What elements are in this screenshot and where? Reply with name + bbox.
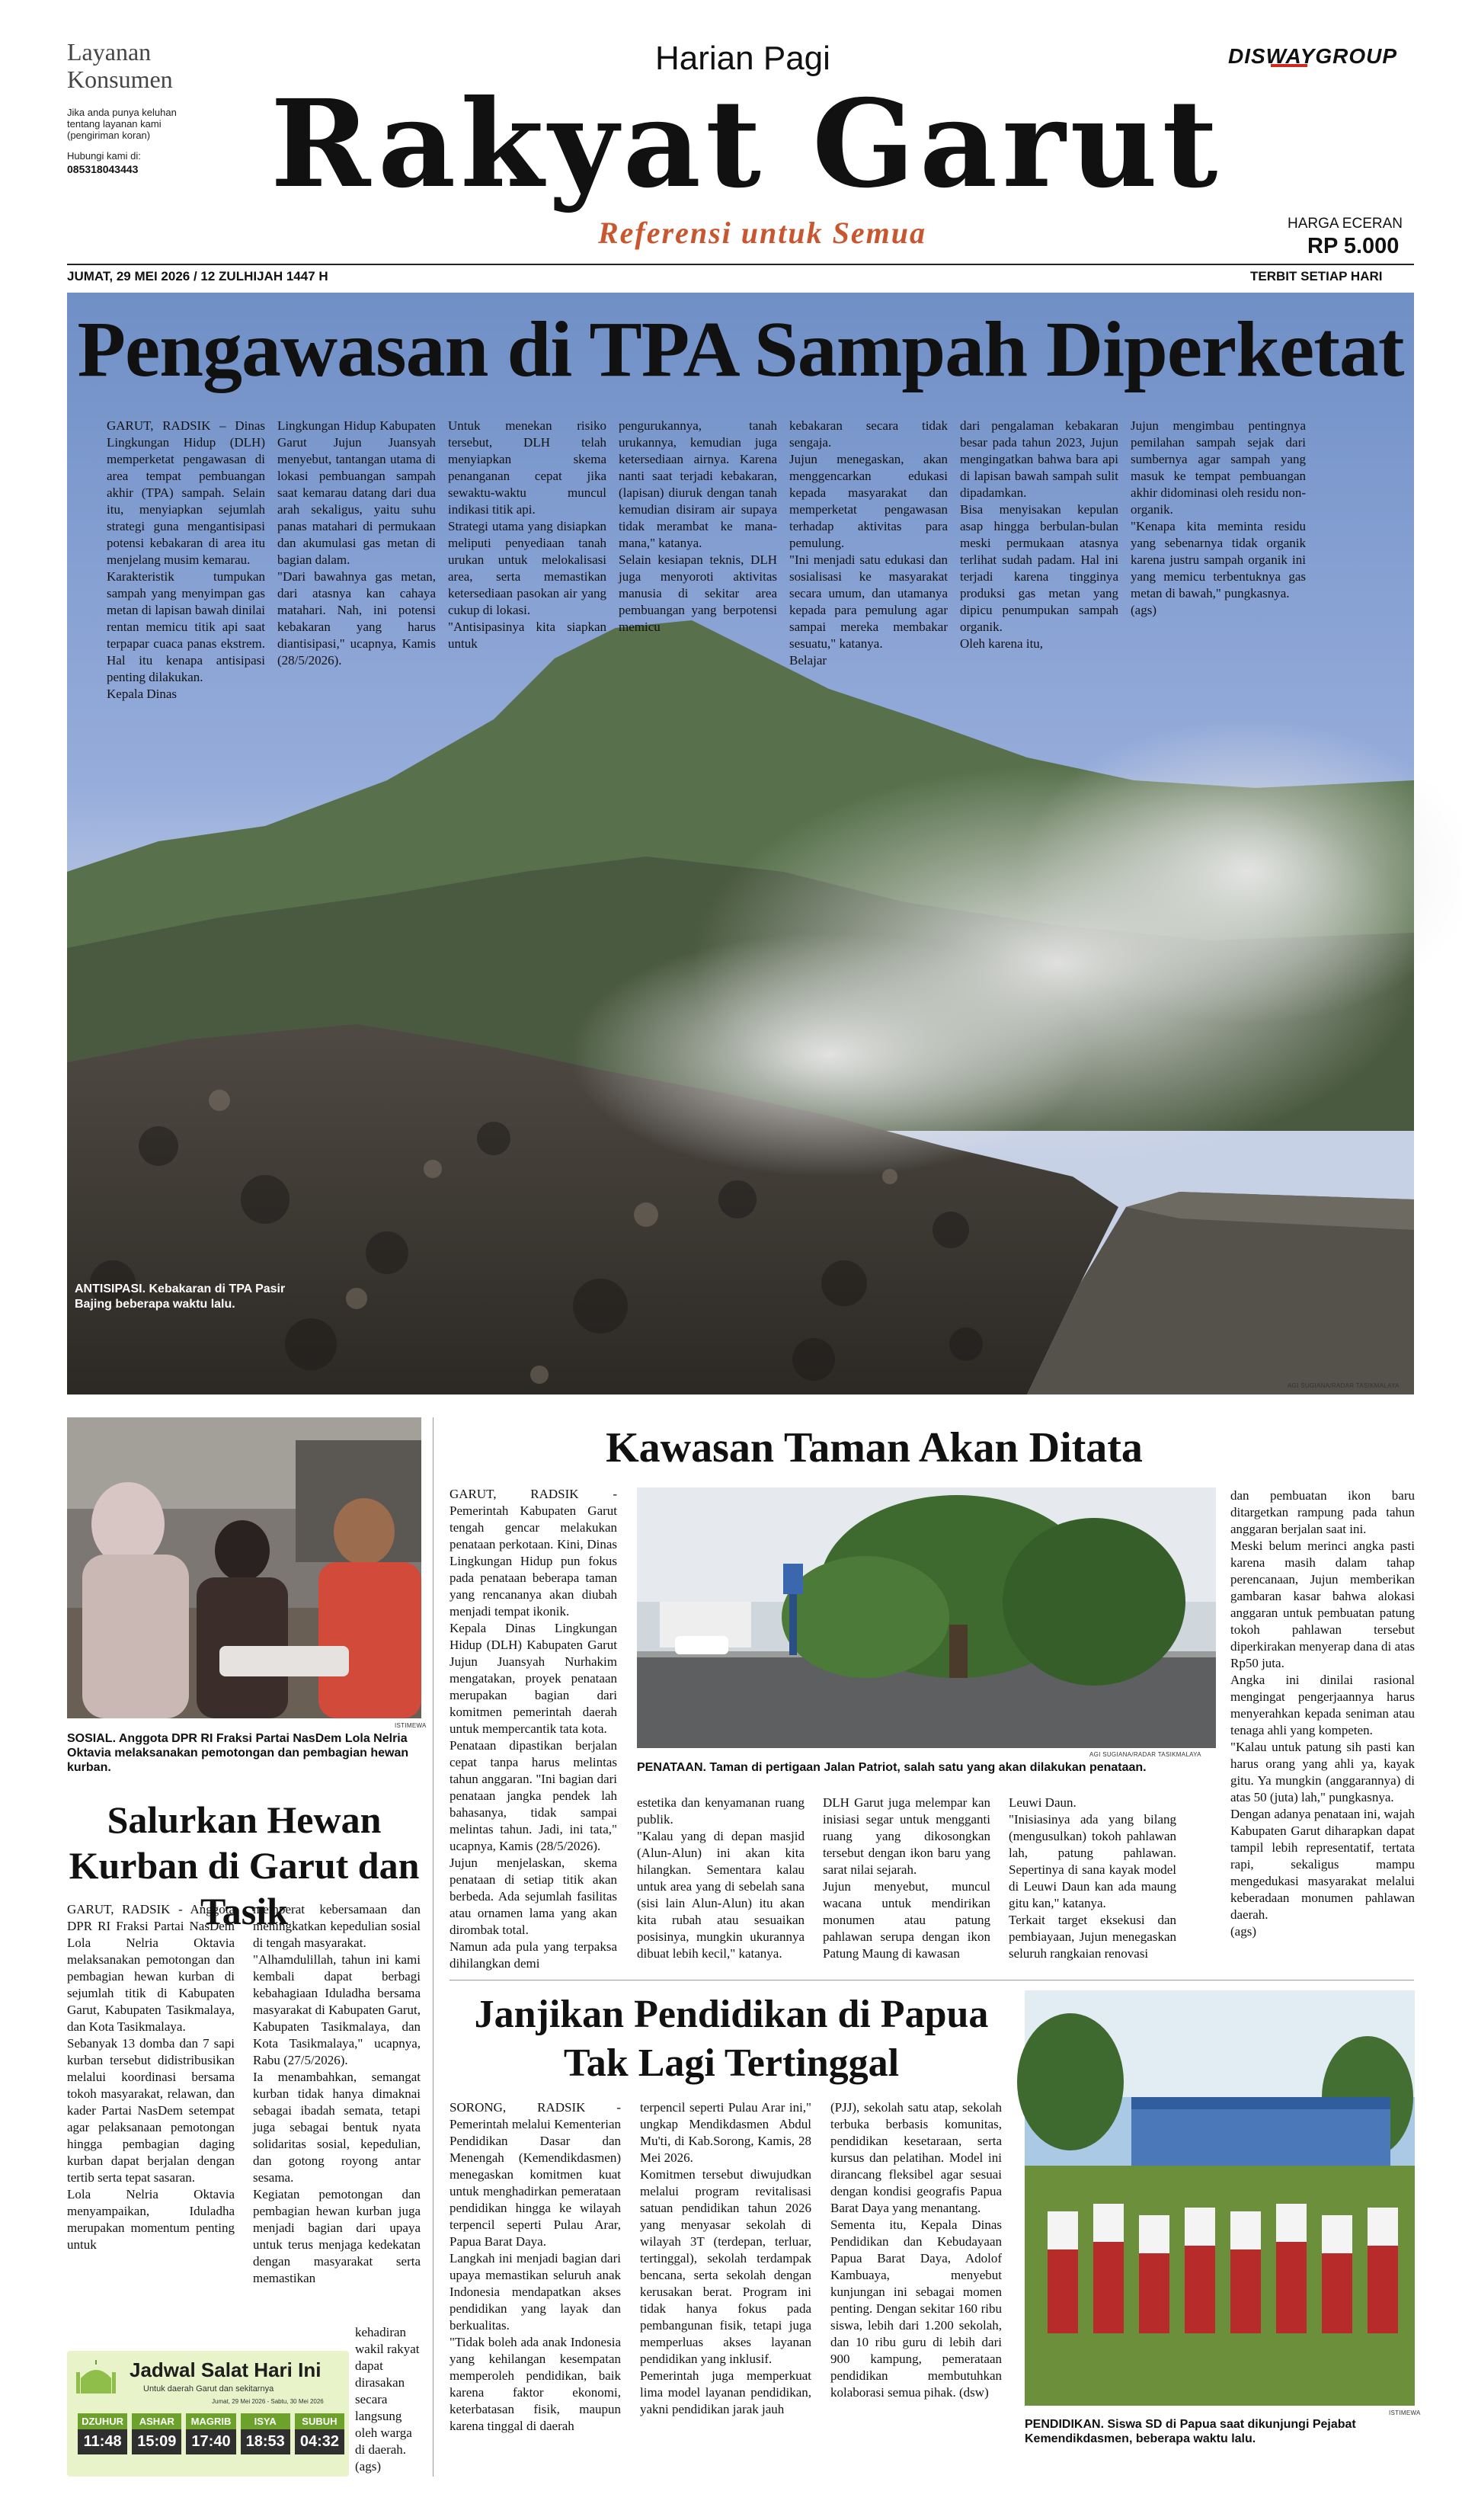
lead-col-4: pengurukannya, tanah urukannya, kemudian juga ketersediaan airnya. Karena nanti saat terjadi kebakaran, (lapisan) diuruk dengan tanah kemudian disiram air supaya tidak merambat ke mana-mana," katanya. Selain kesiapan teknis, DLH juga menyoroti aktivitas manusia di sekitar area pembuangan yang berpotensi memicu (619, 418, 777, 634)
prayer-time: 18:53 (241, 2429, 290, 2454)
masthead-title: Rakyat Garut (270, 74, 1223, 215)
lead-col-2: Lingkungan Hidup Kabupaten Garut Jujun Juansyah menyebut, tantangan utama di lokasi pembuangan sampah saat kemarau datang dari dua arah sekaligus, yaitu suhu panas matahari di permukaan dan akumulasi gas metan di bagian dalam. "Dari bawahnya gas metan, dari atasnya kan cahaya matahari. Nah, ini potensi kebakaran yang harus diantisipasi," ucapnya, Kamis (28/5/2026). (277, 418, 436, 668)
taman-col-1: GARUT, RADSIK - Pemerintah Kabupaten Garut tengah gencar melakukan penataan perkotaan. Kini, Dinas Lingkungan Hidup pun fokus pada penataan beberapa taman yang rencananya akan diubah menjadi tempat ikonik. Kepala Dinas Lingkungan Hidup (DLH) Kabupaten Garut Jujun Juansyah Nurhakim mengatakan, proyek penataan merupakan bagian dari komitmen pemerintah daerah untuk mempercantik tata kota. Penataan dipastikan berjalan cepat tanpa harus melintas tahun anggaran. "Ini bagian dari penataan jangka pendek lah bahasanya, tidak sampai melintas tahun. Jadi, ini tata," ucapnya, Kamis (28/5/2026). Jujun menjelaskan, skema penataan di setiap titik akan berbeda. Ada sejumlah fasilitas atau ornamen lama yang akan dirombak total. Namun ada pula yang terpaksa dihilangkan demi (449, 1487, 617, 1971)
taman-photo-caption: PENATAAN. Taman di pertigaan Jalan Patriot, salah satu yang akan dilakukan penataan. (637, 1761, 1147, 1774)
lead-col-6: dari pengalaman kebakaran besar pada tahun 2023, Jujun mengingatkan bahwa bara api di lapisan bawah sampah sulit dipadamkan. Bisa menyisakan kepulan asap hingga berbulan-bulan meski permukaan atasnya terlihat sudah padam. Hal ini terjadi karena tingginya produksi gas metan yang dipicu penumpukan sampah organik. Oleh karena itu, (960, 418, 1118, 651)
prayer-name: MAGRIB (186, 2413, 235, 2429)
taman-photo-credit: AGI SUGIANA/RADAR TASIKMALAYA (1089, 1751, 1201, 1758)
lead-photo-caption: ANTISIPASI. Kebakaran di TPA Pasir Bajing beberapa waktu lalu. (75, 1282, 286, 1311)
prayer-time: 04:32 (295, 2429, 344, 2454)
service-contact-label: Hubungi kami di: (67, 150, 141, 162)
prayer-time-isya (241, 2413, 290, 2467)
issue-date: JUMAT, 29 MEI 2026 / 12 ZULHIJAH 1447 H (67, 269, 328, 283)
prayer-schedule-box (67, 2351, 349, 2477)
prayer-time-dzuhur (78, 2413, 127, 2467)
lead-col-5: kebakaran secara tidak sengaja. Jujun menegaskan, akan menggencarkan edukasi kepada masyarakat dan memperketat pengawasan terhadap aktivitas para pemulung. "Ini menjadi satu edukasi dan sosialisasi ke masyarakat secara umum, dan utamanya kepada para pemulung agar sampai mereka membakar sesuatu," katanya. Belajar (789, 418, 948, 668)
taman-headline: Kawasan Taman Akan Ditata (606, 1424, 1143, 1471)
taman-col-5: dan pembuatan ikon baru ditargetkan rampung pada tahun anggaran berjalan saat ini. Meski belum merinci angka pasti karena masih dalam tahap perencanaan, Jujun memberikan gambaran kasar bahwa alokasi anggaran untuk pembuatan patung tokoh pahlawan tersebut diperkirakan menyerap dana di atas Rp50 juta. Angka ini dinilai rasional mengingat pengerjaannya harus menyerahkan kepada seniman atau tenaga ahli yang kompeten. "Kalau untuk patung sih pasti kan harus orang yang ahli ya, kayak gitu. Ya mungkin (anggarannya) di atas 50 (juta) lah," pungkasnya. Dengan adanya penataan ini, wajah Kabupaten Garut diharapkan dapat tampil lebih representatif, tertata rapi, sekaligus mampu mengedukasi masyarakat melalui keberadaan monumen pahlawan daerah. (ags) (1230, 1488, 1415, 1939)
disway-group-logo (1228, 44, 1397, 69)
papua-col-1: SORONG, RADSIK - Pemerintah melalui Kementerian Pendidikan Dasar dan Menengah (Kemendikdasmen) menegaskan komitmen kuat untuk menghadirkan pemerataan pendidikan hingga ke wilayah terpencil seperti Pulau Arar, Papua Barat Daya. Langkah ini menjadi bagian dari upaya memastikan seluruh anak Indonesia mendapatkan akses pendidikan yang layak dan berkualitas. "Tidak boleh ada anak Indonesia yang kehilangan kesempatan memperoleh pendidikan, baik karena faktor ekonomi, keterbatasan fisik, maupun karena tinggal di daerah (449, 2100, 621, 2433)
prayer-time-magrib (186, 2413, 235, 2467)
kurban-tail: kehadiran wakil rakyat dapat dirasakan secara langsung oleh warga di daerah. (ags) (355, 2325, 420, 2474)
taman-col-2: estetika dan kenyamanan ruang publik. "Kalau yang di depan masjid (Alun-Alun) ini akan kita hilangkan. Sementara kalau untuk area yang di sebelah sana (sisi lain Alun-Alun) itu akan kita rubah atau sesuaikan posisinya, mungkin ukurannya dibuat lebih kecil," katanya. (637, 1795, 805, 1961)
lead-col-7: Jujun mengimbau pentingnya pemilahan sampah sejak dari sumbernya agar sampah yang masuk ke tempat pembuangan akhir didominasi oleh residu non-organik. "Kenapa kita meminta residu yang sebenarnya tidak organik karena justru sampah organik ini yang memicu terbentuknya gas metan di bawah," pungkasnya. (ags) (1131, 418, 1306, 617)
papua-photo-credit: ISTIMEWA (1389, 2410, 1421, 2416)
kurban-photo (67, 1417, 421, 1718)
mosque-icon (73, 2355, 119, 2401)
kurban-col-1: GARUT, RADSIK - Anggota DPR RI Fraksi Partai NasDem Lola Nelria Oktavia melaksanakan pemotongan dan pembagian hewan kurban di sejumlah titik di Kabupaten Garut, Kabupaten Tasikmalaya, dan Kota Tasikmalaya. Sebanyak 13 domba dan 7 sapi kurban tersebut didistribusikan melalui koordinasi bersama tokoh masyarakat, relawan, dan kader Partai NasDem setempat agar pelaksanaan pemotongan hingga pembagian daging kurban dapat berjalan dengan tertib serta tepat sasaran. Lola Nelria Oktavia menyampaikan, Iduladha merupakan momentum penting untuk (67, 1902, 235, 2252)
price-label: HARGA ECERAN (1288, 216, 1403, 232)
prayer-time: 11:48 (78, 2429, 127, 2454)
papua-headline: Janjikan Pendidikan di Papua Tak Lagi Tertinggal (474, 1993, 989, 2085)
service-title: Layanan Konsumen (67, 38, 173, 93)
papua-photo-caption: PENDIDIKAN. Siswa SD di Papua saat dikunjungi Pejabat Kemendikdasmen, beberapa waktu lalu. (1025, 2418, 1356, 2445)
prayer-time-subuh (295, 2413, 344, 2467)
disway-logo-text: DISWAYGROUP (1228, 44, 1398, 68)
disway-logo-accent (1271, 49, 1307, 67)
kurban-photo-credit: ISTIMEWA (395, 1722, 427, 1729)
taman-col-4: Leuwi Daun. "Inisiasinya ada yang bilang (mengusulkan) tokoh pahlawan lah, patung pahlawan. Sepertinya di sana kayak model di Leuwi Daun kan ada maung gitu kan," katanya. Terkait target eksekusi dan pembiayaan, Jujun menegaskan seluruh rangkaian renovasi (1009, 1795, 1176, 1961)
taman-photo (637, 1487, 1216, 1748)
prayer-time-ashar (132, 2413, 181, 2467)
masthead-tagline: Referensi untuk Semua (598, 216, 926, 250)
masthead-rule (67, 264, 1414, 265)
service-phone: 085318043443 (67, 163, 139, 175)
kurban-headline: Salurkan Hewan Kurban di Garut dan Tasik (69, 1798, 420, 1932)
lead-photo-credit: AGI SUGIANA/RADAR TASIKMALAYA (1288, 1382, 1400, 1389)
prayer-date: Jumat, 29 Mei 2026 - Sabtu, 30 Mei 2026 (212, 2398, 324, 2405)
prayer-times-row (78, 2413, 344, 2467)
prayer-name: DZUHUR (78, 2413, 127, 2429)
kurban-photo-caption: SOSIAL. Anggota DPR RI Fraksi Partai NasDem Lola Nelria Oktavia melaksanakan pemotongan dan pembagian hewan kurban. (67, 1732, 409, 1774)
masthead-kicker: Harian Pagi (655, 40, 830, 77)
papua-photo (1025, 1990, 1415, 2406)
prayer-name: SUBUH (295, 2413, 344, 2429)
prayer-subtitle: Untuk daerah Garut dan sekitarnya (143, 2384, 274, 2394)
lead-headline: Pengawasan di TPA Sampah Diperketat (77, 306, 1404, 393)
kurban-col-2: memperat kebersamaan dan meningkatkan kepedulian sosial di tengah masyarakat. "Alhamdulillah, tahun ini kami kembali dapat berbagi kebahagiaan Iduladha bersama masyarakat di Kabupaten Garut, Kabupaten Tasikmalaya, dan Kota Tasikmalaya," ucapnya, Rabu (27/5/2026). Ia menambahkan, semangat kurban tidak hanya dimaknai sebagai ibadah semata, tetapi juga sebagai bentuk nyata solidaritas sosial, kepedulian, dan gotong royong antar sesama. Kegiatan pemotongan dan pembagian hewan kurban juga menjadi bagian dari upaya untuk terus menjaga kedekatan dengan masyarakat serta memastikan (253, 1902, 421, 2285)
prayer-name: ISYA (241, 2413, 290, 2429)
service-text: Jika anda punya keluhan tentang layanan kami (pengiriman koran) (67, 107, 177, 141)
prayer-name: ASHAR (132, 2413, 181, 2429)
taman-col-3: DLH Garut juga melempar kan inisiasi segar untuk mengganti ruang yang dikosongkan tersebut dengan ikon baru yang sarat nilai sejarah. Jujun menyebut, muncul wacana untuk mendirikan monumen atau patung pahlawan serupa dengan ikon Patung Maung di kawasan (823, 1795, 990, 1961)
lead-col-3: Untuk menekan risiko tersebut, DLH telah menyiapkan skema penanganan cepat jika sewaktu-waktu muncul indikasi titik api. Strategi utama yang disiapkan meliputi penyediaan tanah urukan untuk melokalisasi area, serta memastikan ketersediaan pasokan air yang cukup di lokasi. "Antisipasinya kita siapkan untuk (448, 418, 606, 651)
papua-col-3: (PJJ), sekolah satu atap, sekolah terbuka berbasis komunitas, pendidikan kesetaraan, serta kursus dan pelatihan. Model ini dirancang fleksibel agar sesuai dengan kondisi geografis Papua Barat Daya yang menantang. Sementa itu, Kepala Dinas Pendidikan dan Kebudayaan Papua Barat Daya, Adolof Kambuaya, menyebut kunjungan ini sebagai momen penting. Dengan sekitar 160 ribu siswa, lebih dari 1.200 sekolah, dan 10 ribu guru di lebih dari 900 kampung, pemerataan pendidikan membutuhkan kolaborasi semua pihak. (dsw) (830, 2100, 1002, 2400)
price-value: RP 5.000 (1307, 234, 1400, 258)
publish-frequency: TERBIT SETIAP HARI (1250, 269, 1383, 283)
papua-col-2: terpencil seperti Pulau Arar ini," ungkap Mendikdasmen Abdul Mu'ti, di Kab.Sorong, Kamis, 28 Mei 2026. Komitmen tersebut diwujudkan melalui program revitalisasi satuan pendidikan tahun 2026 yang menyasar sekolah di wilayah 3T (terdepan, terluar, tertinggal), sekolah terdampak bencana, serta sekolah dengan kerusakan berat. Program ini tidak hanya fokus pada pembangunan fisik, tetapi juga memperluas akses layanan pendidikan yang inklusif. Pemerintah juga memperkuat lima model layanan pendidikan, yakni pendidikan jarak jauh (640, 2100, 811, 2416)
prayer-time: 17:40 (186, 2429, 235, 2454)
prayer-time: 15:09 (132, 2429, 181, 2454)
prayer-title: Jadwal Salat Hari Ini (130, 2358, 322, 2381)
lead-col-1: GARUT, RADSIK – Dinas Lingkungan Hidup (DLH) memperketat pengawasan di area tempat pembuangan akhir (TPA) sampah. Selain itu, menyiapkan sejumlah strategi guna mengantisipasi potensi kebakaran di area itu menjelang musim kemarau. Karakteristik tumpukan sampah yang menyimpan gas metan di lapisan bawah dinilai rentan memicu titik api saat terpapar cuaca panas ekstrem. Hal itu kenapa antisipasi penting dilakukan. Kepala Dinas (107, 418, 265, 701)
